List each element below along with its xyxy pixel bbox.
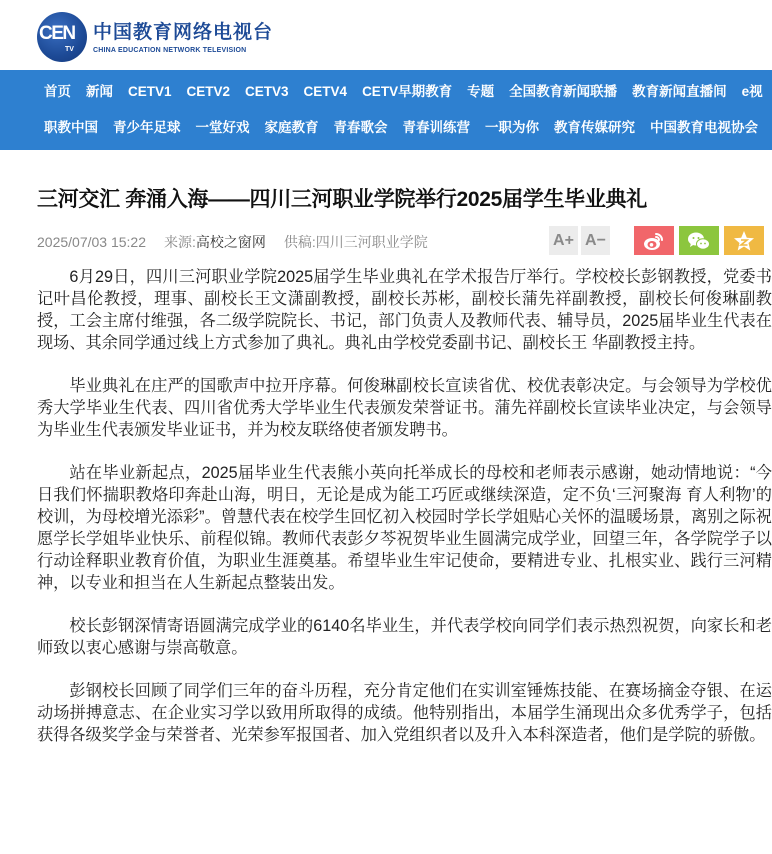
nav-row-secondary	[44, 118, 772, 138]
logo-text	[93, 20, 273, 54]
nav-item-cetv4[interactable]: CETV4	[303, 84, 348, 99]
site-header	[0, 0, 772, 70]
contributor-name: 四川三河职业学院	[315, 234, 428, 250]
nav-item-e-video[interactable]: e视	[741, 84, 763, 99]
cetv-logo-icon	[37, 12, 87, 62]
share-weibo-button[interactable]	[634, 226, 674, 255]
article-paragraph: 6月29日，四川三河职业学院2025届学生毕业典礼在学术报告厅举行。学校校长彭钢教授，党委书记叶昌伦教授，理事、副校长王文潇副教授，副校长苏彬，副校长蒲先祥副教授，副校长何俊琳副教授，工会主席付维强，各二级学院院长、书记，部门负责人及教师代表、辅导员，2025届毕业生代表在现场、其余同学通过线上方式参加了典礼。典礼由学校党委副书记、副校长王 华副教授主持。	[37, 268, 772, 352]
share-wechat-button[interactable]	[679, 226, 719, 255]
article-paragraph: 彭钢校长回顾了同学们三年的奋斗历程，充分肯定他们在实训室锤炼技能、在赛场摘金夺银、在运动场拼搏意志、在企业实习学以致用所取得的成绩。他特别指出，本届学生涌现出众多优秀学子，包括获得各级奖学金与荣誉者、光荣参军报国者、加入党组织者以及升入本科深造者，他们是学院的骄傲。	[37, 682, 772, 744]
nav-item-china-education-tv-association[interactable]: 中国教育电视协会	[650, 120, 758, 135]
nav-row-primary	[44, 82, 772, 102]
nav-item-career-for-you[interactable]: 一职为你	[485, 120, 539, 135]
nav-item-vocational-china[interactable]: 职教中国	[44, 120, 98, 135]
nav-item-national-education-news[interactable]: 全国教育新闻联播	[509, 84, 618, 99]
logo-english-name: CHINA EDUCATION NETWORK TELEVISION	[93, 47, 247, 54]
nav-item-family-education[interactable]: 家庭教育	[264, 120, 319, 135]
nav-item-education-news-live[interactable]: 教育新闻直播间	[632, 84, 727, 99]
nav-item-topics[interactable]: 专题	[467, 84, 495, 99]
logo-mark: CEN	[39, 23, 75, 44]
main-nav	[0, 70, 772, 150]
font-decrease-button[interactable]: A−	[581, 226, 610, 255]
wechat-icon	[687, 231, 711, 251]
article-body	[37, 266, 772, 767]
share-qzone-button[interactable]	[724, 226, 764, 255]
article	[37, 186, 772, 744]
nav-item-youth-football[interactable]: 青少年足球	[113, 120, 181, 135]
nav-item-cetv-early-education[interactable]: CETV早期教育	[362, 84, 453, 99]
weibo-icon	[643, 231, 665, 251]
site-logo[interactable]	[37, 12, 273, 62]
nav-item-cetv3[interactable]: CETV3	[245, 84, 289, 99]
publish-date: 2025/07/03 15:22	[37, 234, 146, 250]
source-name: 高校之窗网	[195, 234, 266, 250]
nav-item-youth-camp[interactable]: 青春训练营	[402, 120, 470, 135]
nav-item-education-media-research[interactable]: 教育传媒研究	[554, 120, 635, 135]
article-tools	[549, 226, 764, 255]
nav-item-youth-song[interactable]: 青春歌会	[333, 120, 388, 135]
nav-item-home[interactable]: 首页	[44, 84, 71, 99]
contributor-label: 供稿:	[283, 234, 316, 250]
article-meta	[37, 226, 772, 258]
nav-item-cetv2[interactable]: CETV2	[186, 84, 231, 99]
font-increase-button[interactable]: A+	[549, 226, 578, 255]
article-paragraph: 站在毕业新起点，2025届毕业生代表熊小英向托举成长的母校和老师表示感谢，她动情地说：“今日我们怀揣职教烙印奔赴山海，明日，无论是成为能工巧匠或继续深造，定不负‘三河聚海 育人利物’的校训，为母校增光添彩”。曾慧代表在校学生回忆初入校园时学长学姐贴心关怀的温暖场景，离别之际祝愿学长学姐毕业快乐、前程似锦。教师代表彭夕芩祝贺毕业生圆满完成学业，回望三年，各学院学子以行动诠释职业教育价值，为职业生涯奠基。希望毕业生牢记使命，要精进专业、扎根实业、践行三河精神，以专业和担当在人生新起点整装出发。	[37, 464, 772, 592]
article-paragraph: 校长彭钢深情寄语圆满完成学业的6140名毕业生，并代表学校向同学们表示热烈祝贺，向家长和老师致以衷心感谢与崇高敬意。	[37, 617, 772, 657]
logo-mark-sub: TV	[65, 46, 74, 53]
nav-item-good-lesson[interactable]: 一堂好戏	[195, 120, 250, 135]
source-label: 来源:	[164, 234, 196, 250]
logo-chinese-name: 中国教育网络电视台	[93, 21, 274, 43]
article-title: 三河交汇 奔涌入海——四川三河职业学院举行2025届学生毕业典礼	[37, 188, 647, 211]
nav-item-news[interactable]: 新闻	[86, 84, 113, 99]
nav-item-cetv1[interactable]: CETV1	[128, 84, 172, 99]
qzone-star-icon	[733, 230, 755, 252]
article-paragraph: 毕业典礼在庄严的国歌声中拉开序幕。何俊琳副校长宣读省优、校优表彰决定。与会领导为学校优秀大学毕业生代表、四川省优秀大学毕业生代表颁发荣誉证书。蒲先祥副校长宣读毕业决定，与会领导为毕业生代表颁发毕业证书，并为校友联络使者颁发聘书。	[37, 377, 772, 439]
